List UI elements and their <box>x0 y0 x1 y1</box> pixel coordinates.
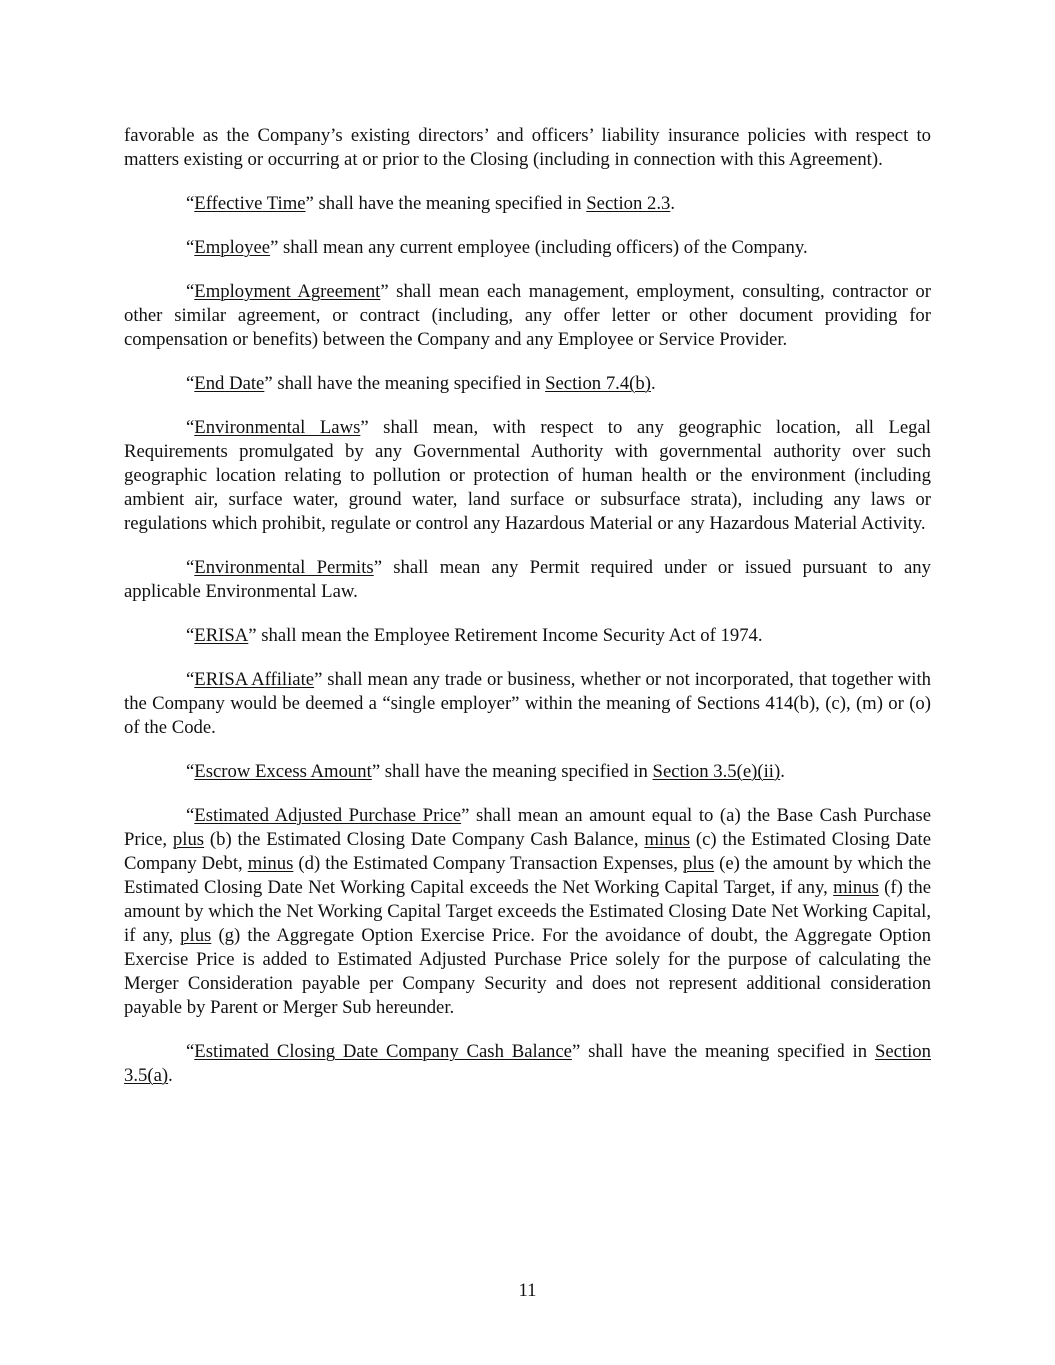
paragraph-text: . <box>168 1065 173 1086</box>
defined-term-underlined: Estimated Adjusted Purchase Price <box>194 805 462 826</box>
paragraph-text: “ <box>186 281 195 302</box>
paragraph-estimated-closing-date-company-cash-balance <box>124 1040 931 1088</box>
defined-term-underlined: plus <box>682 853 715 874</box>
paragraph-erisa-affiliate <box>124 668 931 740</box>
paragraph-escrow-excess-amount <box>124 760 931 784</box>
paragraph-text: “ <box>186 1041 195 1062</box>
paragraph-employee <box>124 236 931 260</box>
defined-term-underlined: Employment Agreement <box>194 281 381 302</box>
paragraph-text: ” shall have the meaning specified in <box>264 373 546 394</box>
defined-term-underlined: Environmental Laws <box>194 417 361 438</box>
paragraph-text: ” shall have the meaning specified in <box>371 761 653 782</box>
defined-term-underlined: Section 3.5(a) <box>124 1041 931 1086</box>
paragraph-text: “ <box>186 237 195 258</box>
paragraph-text: . <box>670 193 676 214</box>
paragraph-text: “ <box>186 373 195 394</box>
defined-term-underlined: ERISA Affiliate <box>194 669 315 690</box>
defined-term-underlined: Environmental Permits <box>194 557 374 578</box>
page-number: 11 <box>518 1280 537 1301</box>
paragraph-text: ” shall mean, with respect to any geographic location, all Legal Requirements promulgated by any Governmental Authority with governmental authority over such geographic location relating to pollution or protection of human health or the environment (including ambient air, surface water, ground water, land surface or subsurface strata), including any laws or regulations which prohibit, regulate or control any Hazardous Material or any Hazardous Material Activity. <box>124 417 931 534</box>
paragraph-effective-time <box>124 192 931 216</box>
defined-term-underlined: Effective Time <box>194 193 306 214</box>
paragraph-text: “ <box>186 417 195 438</box>
defined-term-underlined: plus <box>172 829 205 850</box>
paragraph-employment-agreement <box>124 280 931 352</box>
paragraph-continuation <box>124 124 931 172</box>
defined-term-underlined: Escrow Excess Amount <box>194 761 372 782</box>
paragraph-text: ” shall have the meaning specified in <box>571 1041 875 1062</box>
defined-term-underlined: Section 7.4(b) <box>545 373 651 394</box>
paragraph-text: (c) the Estimated Closing Date Company Debt, <box>124 829 931 874</box>
paragraph-text: ” shall mean an amount equal to (a) the Base Cash Purchase Price, <box>124 805 931 850</box>
paragraph-text: (b) the Estimated Closing Date Company Cash Balance, <box>204 829 645 850</box>
paragraph-text: . <box>780 761 785 782</box>
paragraph-text: (f) the amount by which the Net Working Capital Target exceeds the Estimated Closing Date Net Working Capital, if any, <box>124 877 932 946</box>
paragraph-text: . <box>650 373 656 394</box>
defined-term-underlined: minus <box>644 829 691 850</box>
defined-term-underlined: Employee <box>194 237 271 258</box>
document-page <box>124 124 931 1108</box>
paragraph-text: “ <box>186 193 195 214</box>
paragraph-text: “ <box>186 805 195 826</box>
defined-term-underlined: Estimated Closing Date Company Cash Balance <box>194 1041 572 1062</box>
paragraph-text: (e) the amount by which the Estimated Closing Date Net Working Capital exceeds the Net Working Capital Target, if any, <box>124 853 931 898</box>
paragraph-erisa <box>124 624 931 648</box>
paragraph-text: (d) the Estimated Company Transaction Expenses, <box>293 853 683 874</box>
paragraph-text: “ <box>186 761 195 782</box>
defined-term-underlined: Section 3.5(e)(ii) <box>652 761 781 782</box>
paragraph-text: (g) the Aggregate Option Exercise Price. For the avoidance of doubt, the Aggregate Option Exercise Price is added to Estimated Adjusted Purchase Price solely for the purpose of calculating the Merger Consideration payable per Company Security and does not represent additional consideration payable by Parent or Merger Sub hereunder. <box>124 925 931 1018</box>
paragraph-end-date <box>124 372 931 396</box>
defined-term-underlined: minus <box>247 853 294 874</box>
defined-term-underlined: End Date <box>194 373 265 394</box>
paragraph-environmental-permits <box>124 556 931 604</box>
paragraph-environmental-laws <box>124 416 931 536</box>
paragraph-text: “ <box>186 669 195 690</box>
defined-term-underlined: ERISA <box>194 625 249 646</box>
paragraph-text: ” shall mean any current employee (including officers) of the Company. <box>270 237 808 258</box>
defined-term-underlined: Section 2.3 <box>586 193 671 214</box>
paragraph-text: ” shall mean any Permit required under or issued pursuant to any applicable Environmental Law. <box>124 557 931 602</box>
paragraph-text: “ <box>186 625 195 646</box>
paragraph-text: ” shall have the meaning specified in <box>305 193 587 214</box>
defined-term-underlined: minus <box>833 877 879 898</box>
paragraph-text: favorable as the Company’s existing directors’ and officers’ liability insurance policies with respect to matters existing or occurring at or prior to the Closing (including in connection with this Agreement). <box>124 125 931 170</box>
defined-term-underlined: plus <box>180 925 212 946</box>
paragraph-text: ” shall mean any trade or business, whether or not incorporated, that together with the Company would be deemed a “single employer” within the meaning of Sections 414(b), (c), (m) or (o) of the Code. <box>124 669 932 738</box>
paragraph-text: ” shall mean each management, employment, consulting, contractor or other similar agreement, or contract (including, any offer letter or other document providing for compensation or benefits) between the Company and any Employee or Service Provider. <box>124 281 931 350</box>
paragraph-estimated-adjusted-purchase-price <box>124 804 931 1020</box>
paragraph-text: “ <box>186 557 195 578</box>
paragraph-text: ” shall mean the Employee Retirement Income Security Act of 1974. <box>248 625 763 646</box>
